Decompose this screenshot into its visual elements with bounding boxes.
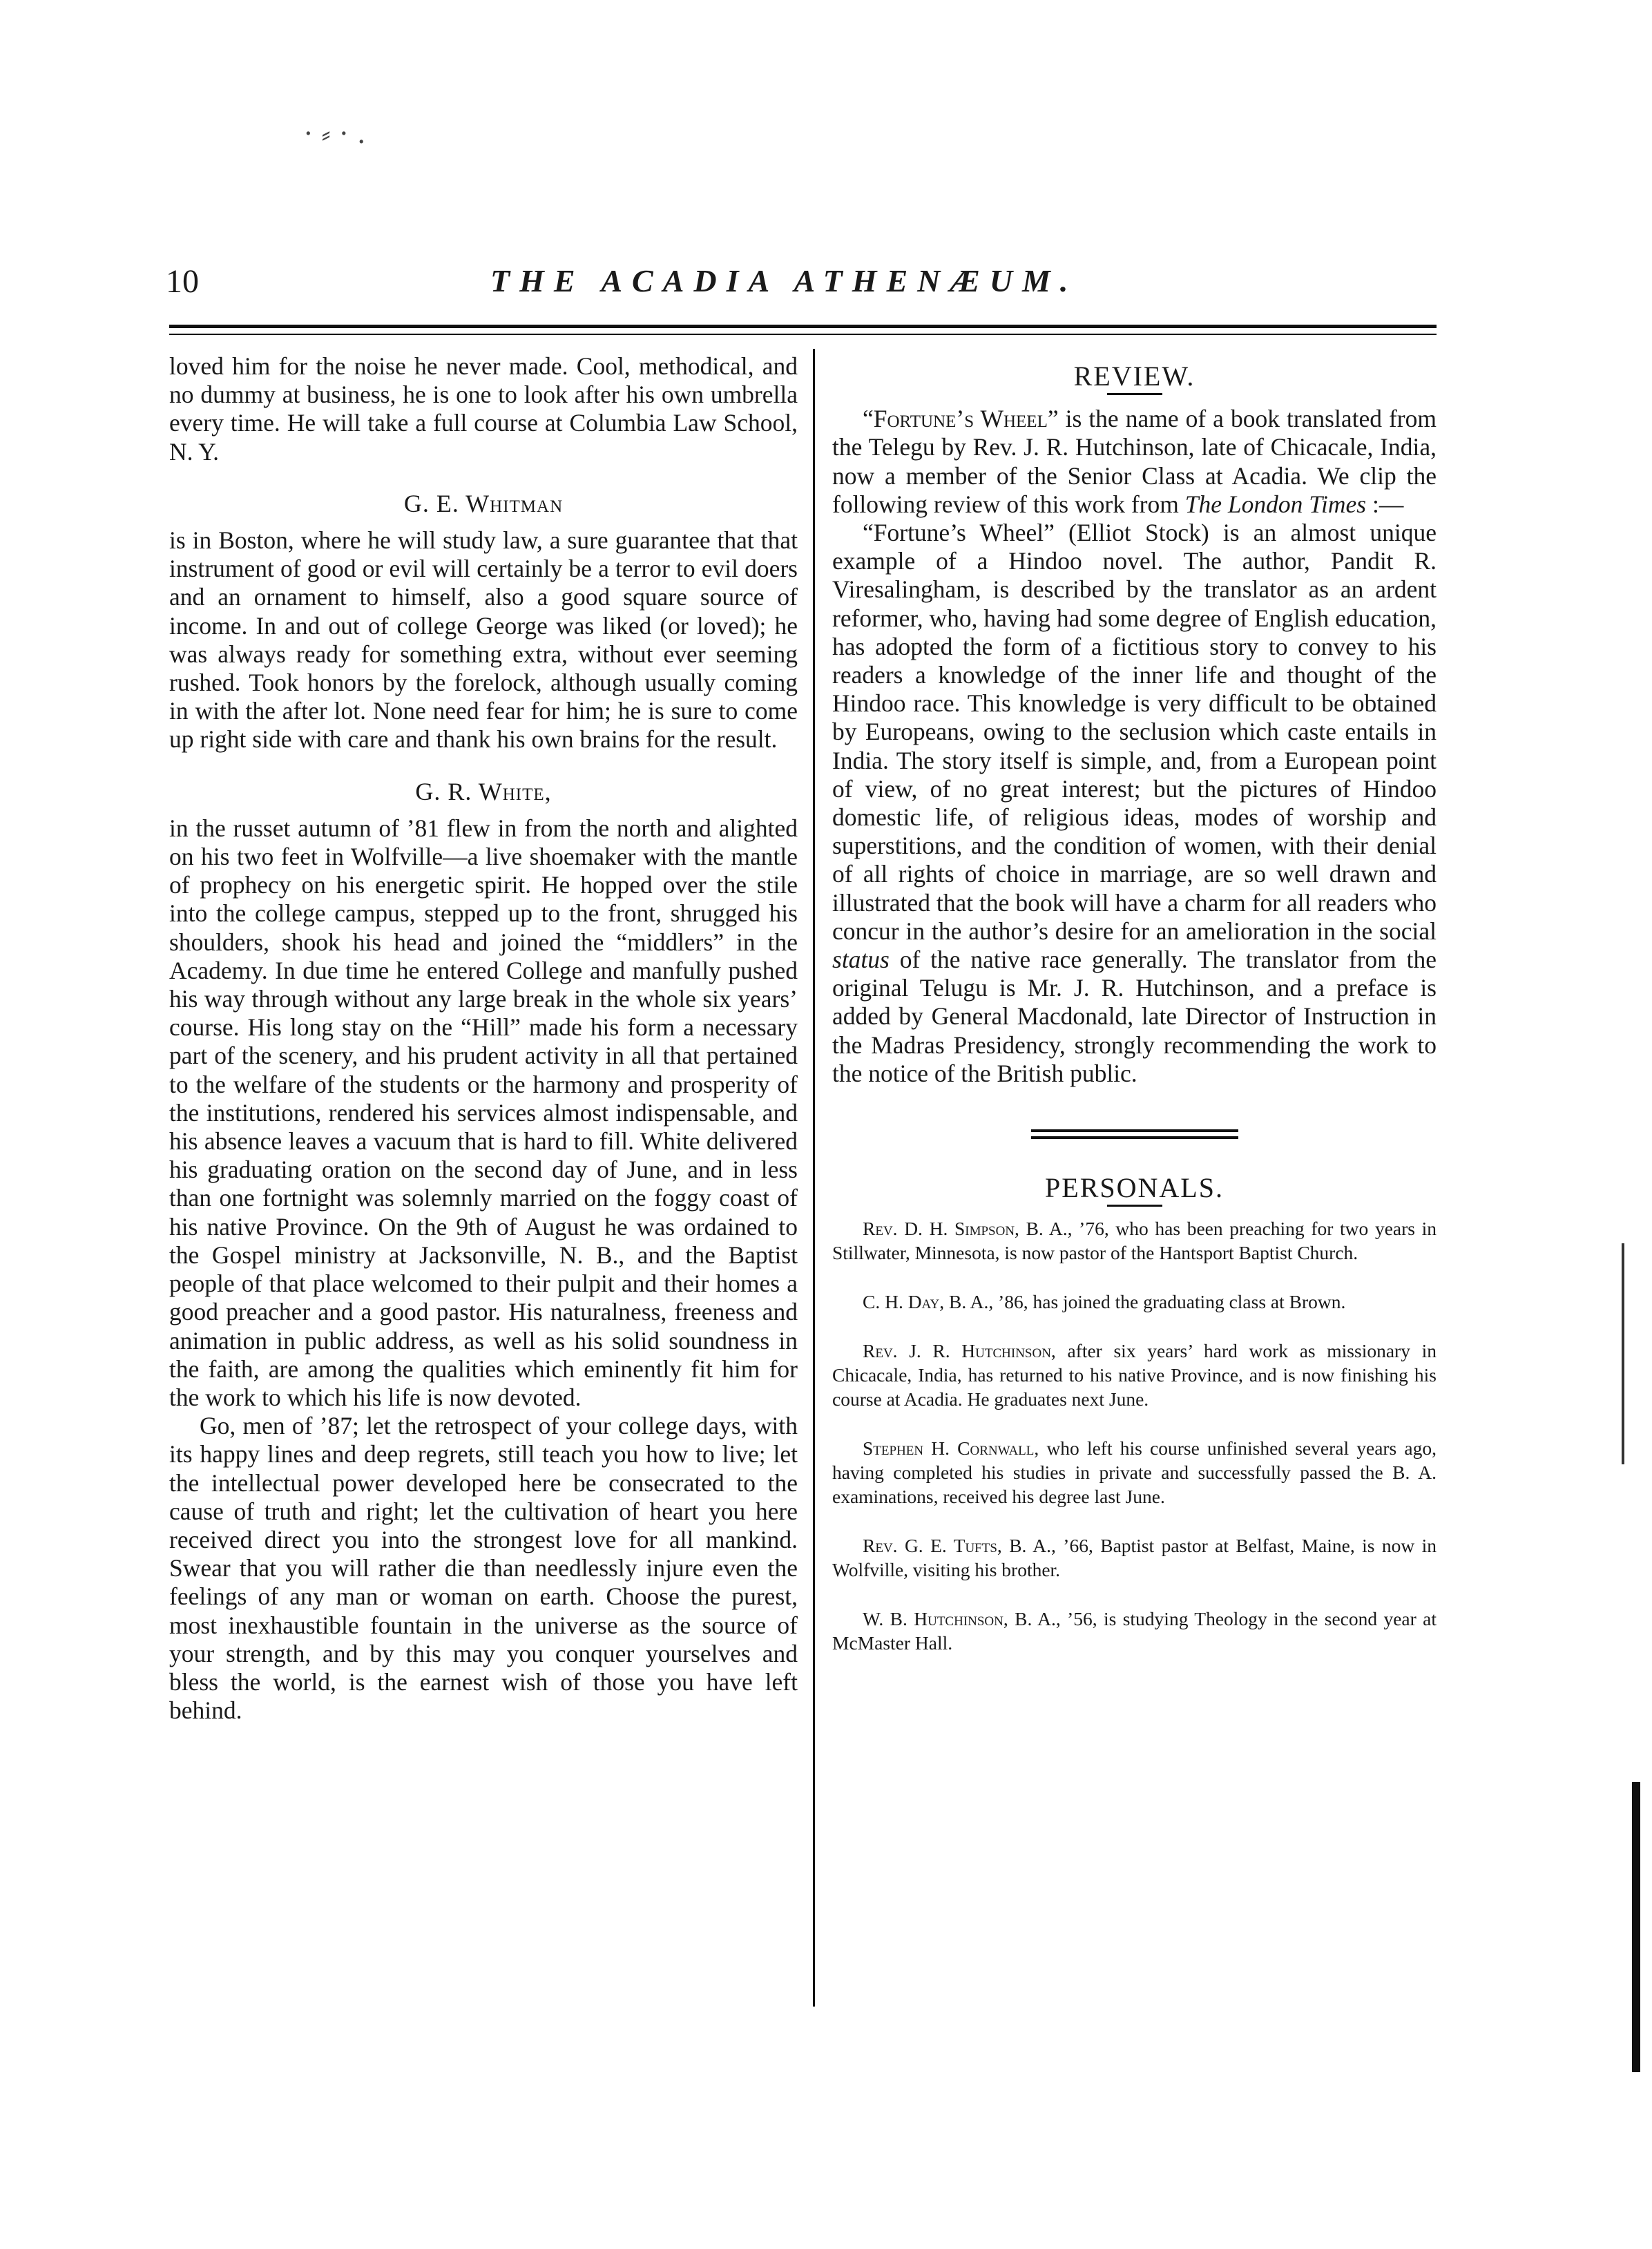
personal-text: after six years’ hard work as missionary in Chicacale, India, has returned to his native Province, and is now finishing his course at Acadia. He graduates next June.	[832, 1340, 1437, 1410]
header-rule-thin	[169, 334, 1437, 335]
masthead-title: THE ACADIA ATHENÆUM.	[490, 263, 1078, 298]
double-rule-top	[1031, 1129, 1238, 1132]
personal-item	[832, 1436, 1437, 1509]
personal-text: is studying Theology in the second year at McMaster Hall.	[832, 1608, 1437, 1654]
personal-name: W. B. Hutchinson, B. A., ’56,	[863, 1608, 1097, 1630]
review-body-text-a: “Fortune’s Wheel” (Elliot Stock) is an almost unique example of a Hindoo novel. The author, Pandit R. Viresalingham, is described by the translator as an ardent reformer, who, having had some degree of English education, has adopted the form of a fictitious story to convey to his readers a knowledge of the inner life and thought of the Hindoo race. This knowledge is very difficult to be obtained by Europeans, owing to the seclusion which caste entails in India. The story itself is simple, and, from a European point of view, of no great interest; but the pictures of Hindoo domestic life, of religious ideas, modes of worship and superstitions, and the condition of women, with their denial of all rights of choice in marriage, are so well drawn and illustrated that the book will have a charm for all readers who concur in the author’s desire for an amelioration in the social	[832, 519, 1437, 945]
personal-item	[832, 1607, 1437, 1655]
review-body	[832, 519, 1437, 1088]
right-column	[832, 352, 1437, 1680]
paragraph-whitman: is in Boston, where he will study law, a sure guarantee that that instrument of good or evil will certainly be a terror to evil doers and an ornament to himself, also a good square source of income. In and out of college George was liked (or loved); he was always ready for something extra, without ever seeming rushed. Took honors by the forelock, although usually coming in with the after lot. None need fear for him; he is sure to come up right side with care and thank his own brains for the result.	[169, 526, 798, 754]
review-body-status: status	[832, 946, 890, 974]
personal-text: has joined the graduating class at Brown.	[1028, 1291, 1346, 1313]
column-divider	[813, 349, 815, 2007]
left-column	[169, 352, 798, 1725]
personal-name: C. H. Day, B. A., ’86,	[863, 1291, 1028, 1313]
review-source: The London Times	[1184, 490, 1367, 518]
personals-heading-rule	[1107, 1205, 1162, 1207]
review-intro-text: is the name of a book translated from the Telegu by Rev. J. R. Hutchinson, late of Chicacale, India, now a member of the Senior Class at Acadia. We clip the following review of this work from	[832, 405, 1437, 518]
review-book-title: “Fortune’s Wheel”	[863, 405, 1059, 433]
review-heading: REVIEW.	[1073, 361, 1195, 392]
double-rule-bottom	[1031, 1136, 1238, 1139]
review-intro-end: :—	[1366, 490, 1404, 518]
personal-name: Rev. D. H. Simpson, B. A., ’76,	[863, 1218, 1109, 1240]
review-heading-rule	[1107, 393, 1162, 395]
paragraph-closing: Go, men of ’87; let the retrospect of your college days, with its happy lines and deep regrets, still teach you how to live; let the intellectual power developed here be consecrated to the cause of truth and right; let the cultivation of heart you here received direct you into the strongest love for all mankind. Swear that you will rather die than needlessly injure even the feelings of any man or woman on earth. Choose the purest, most inexhaustible fountain in the universe as the source of your strength, and by this may you conquer yourselves and bless the world, is the earnest wish of those you have left behind.	[169, 1412, 798, 1725]
personal-text: who left his course unfinished several years ago, having completed his studies in private and successfully passed the B. A. examinations, received his degree last June.	[832, 1437, 1437, 1508]
section-double-rule	[1031, 1129, 1238, 1139]
paragraph-continued: loved him for the noise he never made. Cool, methodical, and no dummy at business, he is one to look after his own umbrella every time. He will take a full course at Columbia Law School, N. Y.	[169, 352, 798, 466]
edge-binding-mark-upper	[1622, 1243, 1624, 1464]
personal-item	[832, 1290, 1437, 1314]
page-header	[166, 262, 1430, 311]
heading-whitman: G. E. Whitman	[403, 489, 564, 517]
paragraph-white: in the russet autumn of ’81 flew in from the north and alighted on his two feet in Wolfville—a live shoemaker with the mantle of prophecy on his energetic spirit. He hopped over the stile into the college campus, stepped up to the front, shrugged his shoulders, shook his head and joined the “middlers” in the Academy. In due time he entered College and manfully pushed his way through without any large break in the whole six years’ course. His long stay on the “Hill” made his form a necessary part of the scenery, and his prudent activity in all that pertained to the welfare of the students or the harmony and prosperity of the institutions, rendered his services almost indispensable, and his absence leaves a vacuum that is hard to fill. White delivered his graduating oration on the second day of June, and in less than one fortnight was solemnly married on the foggy coast of his native Province. On the 9th of August he was ordained to the Gospel ministry at Jacksonville, N. B., and the Baptist people of that place welcomed to their pulpit and their homes a good preacher and a good pastor. His naturalness, freeness and animation in public address, as well as his solid soundness in the faith, are among the qualities which eminently fit him for the work to which his life is now devoted.	[169, 814, 798, 1411]
personal-text: Baptist pastor at Belfast, Maine, is now in Wolfville, visiting his brother.	[832, 1535, 1437, 1581]
personal-item	[832, 1216, 1437, 1265]
personals-heading: PERSONALS.	[1045, 1172, 1224, 1204]
personal-name: Rev. G. E. Tufts, B. A., ’66,	[863, 1535, 1093, 1557]
personal-text: who has been preaching for two years in Stillwater, Minnesota, is now pastor of the Hantsport Baptist Church.	[832, 1218, 1437, 1264]
header-rule-thick	[169, 325, 1437, 328]
personal-item	[832, 1339, 1437, 1411]
personal-item	[832, 1533, 1437, 1582]
heading-white: G. R. White,	[415, 777, 552, 805]
edge-binding-mark	[1632, 1782, 1640, 2072]
personal-name: Rev. J. R. Hutchinson,	[863, 1340, 1056, 1362]
print-specks: · ⸗ · .	[304, 118, 366, 150]
review-intro	[832, 405, 1437, 519]
personal-name: Stephen H. Cornwall,	[863, 1437, 1039, 1460]
review-body-text-b: of the native race generally. The translator from the original Telugu is Mr. J. R. Hutchinson, and a preface is added by General Macdonald, late Director of Instruction in the Madras Presidency, strongly recommending the work to the notice of the British public.	[832, 946, 1437, 1087]
page-number: 10	[166, 263, 199, 300]
